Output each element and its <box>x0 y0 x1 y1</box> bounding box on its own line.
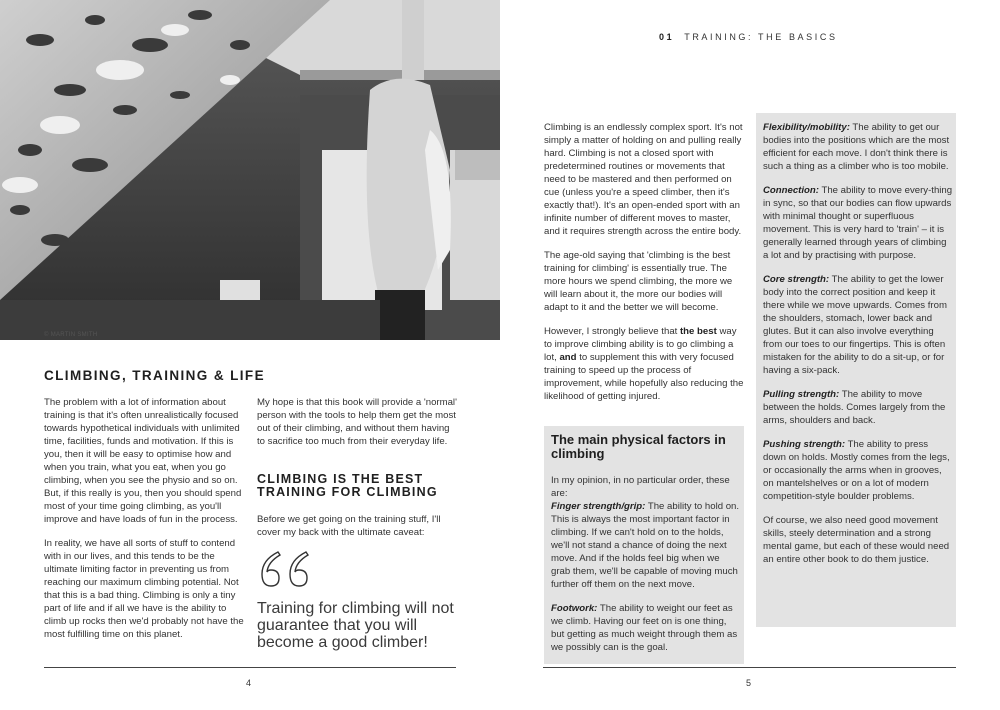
climbing-wall-photo <box>0 0 500 340</box>
paragraph: Before we get going on the training stuff, I'll cover my back with the ultimate caveat: <box>257 514 441 538</box>
page-number: 4 <box>246 678 252 688</box>
caption-strip <box>0 340 244 346</box>
footer-rule <box>44 667 456 668</box>
left-column-1 <box>44 396 246 652</box>
paragraph: In reality, we have all sorts of stuff to contend with in our lives, and this tends to be the ultimate limiting factor in preventing us from reaching our maximum climbing potential. Not that this is a bad thing. Climbing is only a tiny part of life and if all we have is the ability to climb up rocks then we'd probably not have the most fulfilling time on this planet. <box>44 538 244 640</box>
paragraph: The problem with a lot of information about training is that it's often unrealistically focused towards hypothetical individuals with unlimited time, facilities, funds and motivation. If this is you, then it will be easy to optimise how and when you train, what you eat, when you go climbing, when you see the physio and so on. But, if this really is you, then you should spend most of your time going climbing, as you'll improve and have loads of fun in the process. <box>44 397 242 525</box>
side-box-body <box>763 121 953 577</box>
box-body <box>551 474 741 665</box>
factor-item: Finger strength/grip: The ability to hold on. This is always the most important factor in climbing. If we can't hold on to the holds, we'll not stand a chance of doing the next move. And if the holds feel big when we grab them, we'll be capable of moving much further off them on the next move. <box>551 501 740 590</box>
paragraph: Climbing is an endlessly complex sport. It's not simply a matter of holding on and pulling really hard. Climbing is not a closed sport with predetermined routines or movements that need to be mastered and then performed on cue (unless you're a speed climber, then it's exactly that!). It's an open-ended sport with an infinite number of different moves to master, and it requires strength across the entire body. <box>544 122 743 237</box>
paragraph: Of course, we also need good movement skills, steely determination and a strong mental game, but each of these would need an entire other book to do them justice. <box>763 515 950 565</box>
photo-illustration <box>0 0 500 340</box>
factor-item: Pulling strength: The ability to move between the holds. Comes largely from the arms, shoulders and back. <box>763 389 946 426</box>
paragraph: However, I strongly believe that the best way to improve climbing ability is to go climbing a lot, and to supplement this with very focused training to speed up the process of improvement, while hopefully also reducing the likelihood of getting injured. <box>544 326 744 402</box>
pull-quote: Training for climbing will not guarantee that you will become a good climber! <box>257 600 454 651</box>
factor-item: Footwork: The ability to weight our feet as we climb. Having our feet on is one thing, but getting as much weight through them as we possibly can is the goal. <box>551 603 738 653</box>
right-column-1 <box>544 121 746 414</box>
quote-mark-icon <box>256 548 316 590</box>
left-column-2 <box>257 396 457 459</box>
running-header <box>659 32 838 42</box>
photo-credit: © MARTIN SMITH <box>44 332 98 338</box>
paragraph: My hope is that this book will provide a 'normal' person with the tools to help them get the most out of their climbing, and without them having to sacrifice too much from their everyday life. <box>257 397 457 447</box>
chapter-title: TRAINING: THE BASICS <box>684 32 838 42</box>
factor-item: Flexibility/mobility: The ability to get our bodies into the positions which are the most efficient for each move. I don't think there is such a thing as a climber who is too mobile. <box>763 122 950 172</box>
factor-item: Core strength: The ability to get the lower body into the correct position and keep it there while we move upwards. Comes from the shoulders, stomach, lower back and glutes. But it can also involve everything from our toes to our fingertips. This is often mistaken for the ability to do a sit-up, or for having a six-pack. <box>763 274 947 376</box>
chapter-number: 01 <box>659 32 675 42</box>
box-intro: In my opinion, in no particular order, these are: <box>551 475 730 499</box>
page-number: 5 <box>746 678 752 688</box>
factor-item: Pushing strength: The ability to press down on holds. Mostly comes from the legs, or occasionally the arms when in grooves, on mantelshelves or on a lot of modern competition-style boulder problems. <box>763 439 950 502</box>
section-title: CLIMBING, TRAINING & LIFE <box>44 368 265 383</box>
paragraph: The age-old saying that 'climbing is the best training for climbing' is essentially true. The more hours we spend climbing, the more we will learn about it, the more our bodies will adapt to it and the better we will become. <box>544 250 733 313</box>
box-title: The main physical factors in climbing <box>551 432 726 461</box>
subheading: CLIMBING IS THE BEST TRAINING FOR CLIMBING <box>257 472 438 499</box>
factor-item: Connection: The ability to move every-thing in sync, so that our bodies can flow upwards with minimal thought or superfluous movement. This is very hard to 'train' – it is generally learned through years of climbing a lot and by practising with purpose. <box>763 185 953 261</box>
footer-rule <box>543 667 956 668</box>
